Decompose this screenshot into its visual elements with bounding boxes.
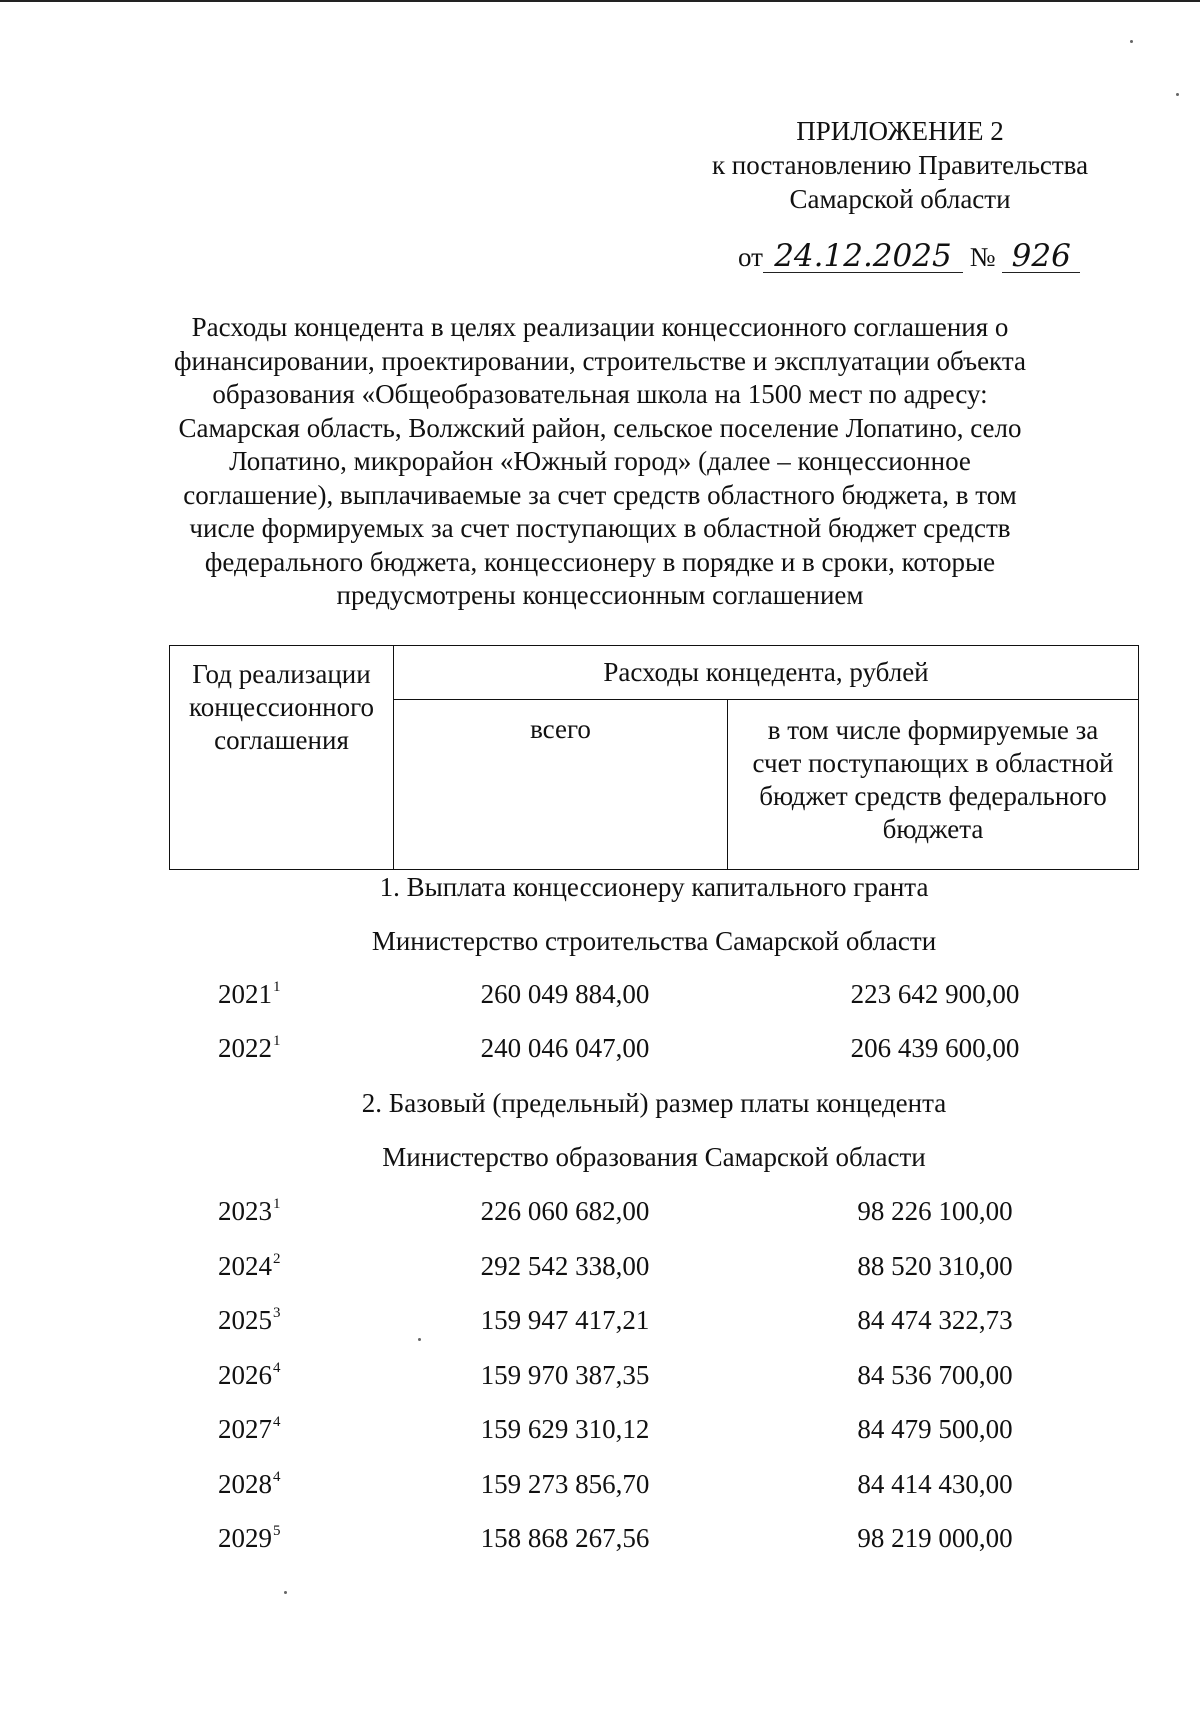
header-federal-cell — [728, 700, 1139, 870]
row-year: 2029$^5$ — [218, 1523, 281, 1553]
title-line: Лопатино, микрорайон «Южный город» (далее – концессионное — [229, 446, 971, 476]
row-year: 2025$^3$ — [218, 1305, 281, 1335]
page-top-border — [0, 0, 1200, 2]
table-row — [0, 1414, 1200, 1450]
row-federal: 84 414 430,00 — [857, 1469, 1013, 1499]
title-line: финансировании, проектировании, строительстве и эксплуатации объекта — [174, 345, 1026, 376]
header-expenses-group: Расходы концедента, рублей — [394, 646, 1139, 700]
from-label: от — [738, 242, 763, 272]
header-federal-line: счет поступающих в областной — [752, 748, 1114, 778]
title-line: соглашение), выплачиваемые за счет средств областного бюджета, в том — [183, 479, 1017, 510]
row-federal: 88 520 310,00 — [857, 1251, 1013, 1281]
footnote-mark: 1 — [273, 1033, 281, 1049]
row-total: 158 868 267,56 — [480, 1523, 650, 1553]
header-federal-line: в том числе формируемые за — [767, 715, 1099, 745]
row-year: 2028$^4$ — [218, 1469, 281, 1499]
header-year-line: Год реализации — [192, 659, 371, 689]
handwritten-date: 24.12.2025 — [763, 240, 963, 273]
title-line: Расходы концедента в целях реализации концессионного соглашения о — [191, 312, 1009, 342]
row-federal: 98 219 000,00 — [857, 1523, 1013, 1553]
expenses-table-header — [169, 645, 1139, 870]
row-total: 292 542 338,00 — [480, 1251, 650, 1281]
row-year: 2021$^1$ — [218, 979, 281, 1009]
footnote-mark: 1 — [273, 1196, 281, 1212]
row-year: 2022$^1$ — [218, 1033, 281, 1063]
row-total: 159 629 310,12 — [480, 1414, 650, 1444]
table-row — [0, 1305, 1200, 1341]
title-line: образования «Общеобразовательная школа на 1500 мест по адресу: — [212, 379, 988, 409]
header-federal-line: бюджет средств федерального — [759, 781, 1107, 811]
row-total: 240 046 047,00 — [480, 1033, 650, 1063]
document-title — [160, 311, 1040, 613]
table-row — [0, 1033, 1200, 1069]
footnote-mark: 1 — [273, 979, 281, 995]
row-total: 226 060 682,00 — [480, 1196, 650, 1226]
row-federal: 206 439 600,00 — [850, 1033, 1020, 1063]
header-year-line: соглашения — [214, 725, 349, 755]
appendix-title: ПРИЛОЖЕНИЕ 2 — [796, 116, 1004, 146]
row-year: 2024$^2$ — [218, 1251, 281, 1281]
footnote-mark: 3 — [273, 1305, 281, 1321]
header-year-cell — [170, 646, 394, 870]
table-row — [0, 1523, 1200, 1559]
title-line: Самарская область, Волжский район, сельское поселение Лопатино, село — [178, 412, 1022, 443]
scan-speck — [1176, 93, 1179, 96]
row-total: 159 970 387,35 — [480, 1360, 650, 1390]
row-year: 2027$^4$ — [218, 1414, 281, 1444]
table-row — [0, 1196, 1200, 1232]
title-line: числе формируемых за счет поступающих в областной бюджет средств — [189, 513, 1011, 543]
section-title: 2. Базовый (предельный) размер платы концедента — [361, 1088, 947, 1118]
scan-speck — [418, 1338, 421, 1341]
footnote-mark: 2 — [273, 1251, 281, 1267]
section-ministry: Министерство строительства Самарской области — [371, 926, 937, 956]
appendix-region: Самарской области — [789, 184, 1011, 214]
row-federal: 84 474 322,73 — [857, 1305, 1013, 1335]
row-year: 2026$^4$ — [218, 1360, 281, 1390]
section-title: 1. Выплата концессионеру капитального гранта — [379, 872, 929, 902]
row-federal: 223 642 900,00 — [850, 979, 1020, 1009]
table-row — [0, 1469, 1200, 1505]
row-federal: 98 226 100,00 — [857, 1196, 1013, 1226]
footnote-mark: 4 — [273, 1414, 281, 1430]
scan-speck — [1130, 40, 1133, 43]
row-total: 260 049 884,00 — [480, 979, 650, 1009]
row-total: 159 273 856,70 — [480, 1469, 650, 1499]
title-line: федерального бюджета, концессионеру в порядке и в сроки, которые — [204, 546, 996, 577]
row-year: 2023$^1$ — [218, 1196, 281, 1226]
row-federal: 84 479 500,00 — [857, 1414, 1013, 1444]
table-row — [0, 979, 1200, 1015]
header-federal-line: бюджета — [882, 814, 984, 844]
section-ministry: Министерство образования Самарской области — [382, 1142, 926, 1172]
number-label: № — [969, 242, 996, 272]
footnote-mark: 4 — [273, 1469, 281, 1485]
handwritten-number: 926 — [1002, 240, 1080, 273]
row-federal: 84 536 700,00 — [857, 1360, 1013, 1390]
scan-speck — [284, 1591, 287, 1594]
table-row — [0, 1251, 1200, 1287]
title-line: предусмотрены концессионным соглашением — [336, 580, 864, 610]
resolution-date-number — [738, 240, 1080, 273]
row-total: 159 947 417,21 — [480, 1305, 650, 1335]
appendix-resolution: к постановлению Правительства — [711, 150, 1089, 180]
footnote-mark: 4 — [273, 1360, 281, 1376]
table-row — [0, 1360, 1200, 1396]
header-total: всего — [394, 700, 728, 870]
header-year-line: концессионного — [188, 692, 375, 722]
footnote-mark: 5 — [273, 1523, 281, 1539]
